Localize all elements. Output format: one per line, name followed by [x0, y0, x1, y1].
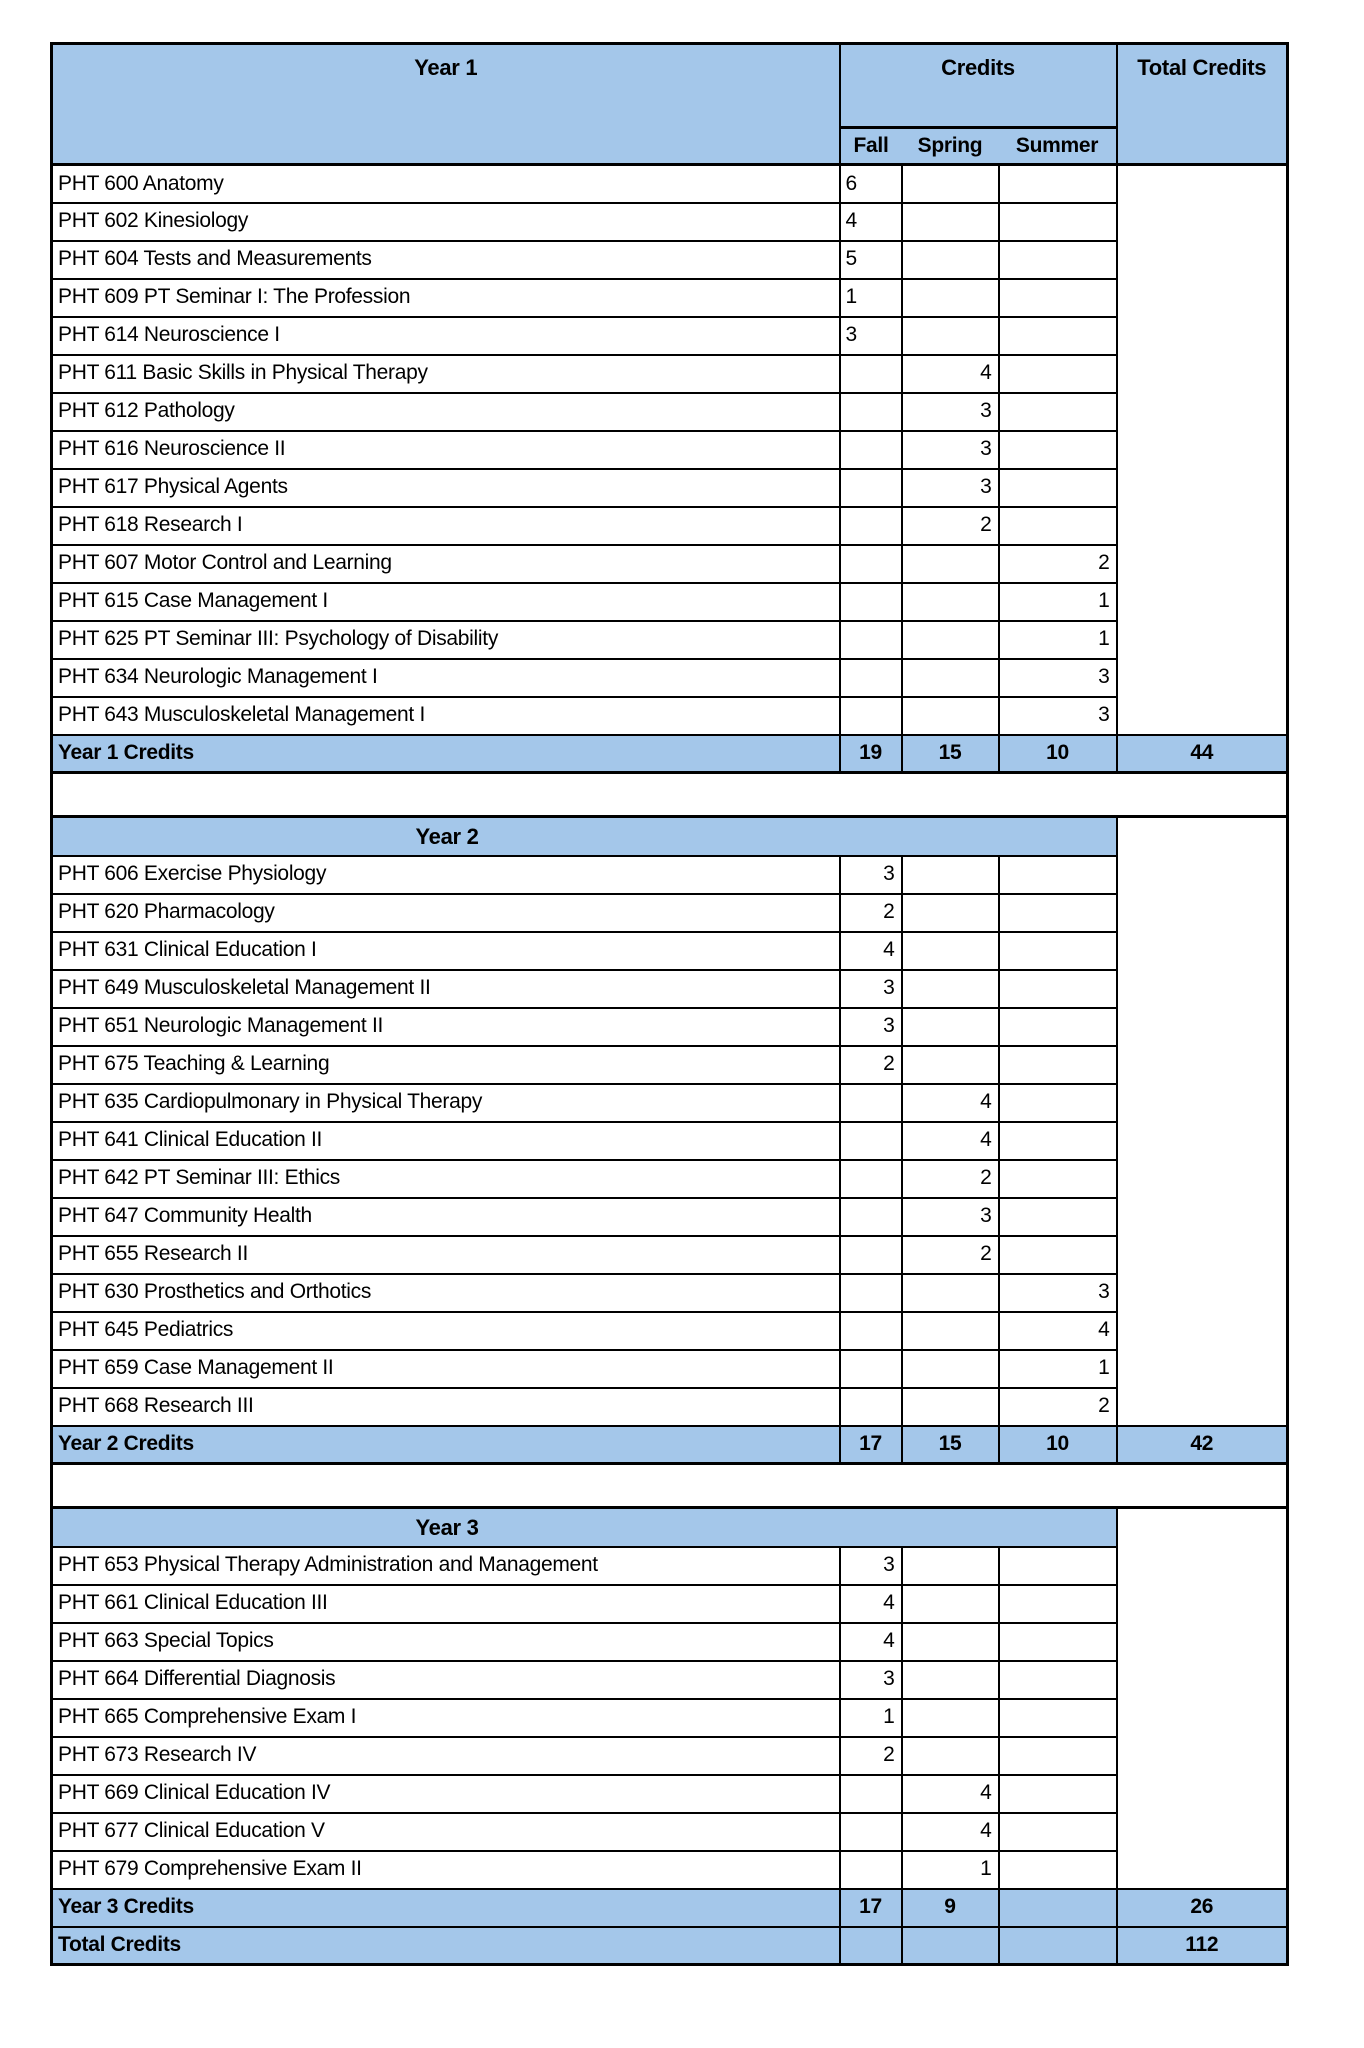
spring-credit-cell [902, 659, 999, 697]
summer-credit-cell [999, 1084, 1117, 1122]
year-header-label: Year 3 [415, 1514, 479, 1540]
year-credits-row [52, 735, 1288, 773]
fall-credit-cell [840, 1084, 902, 1122]
course-row [52, 621, 1288, 659]
course-name-cell: PHT 641 Clinical Education II [52, 1122, 840, 1160]
spring-credit-cell: 4 [902, 355, 999, 393]
summer-credit-cell [999, 165, 1117, 203]
course-name-cell: PHT 635 Cardiopulmonary in Physical Therapy [52, 1084, 840, 1122]
summer-credit-cell [999, 894, 1117, 932]
spring-credit-cell [902, 1350, 999, 1388]
spring-credit-cell [902, 856, 999, 894]
fall-credit-cell [840, 1350, 902, 1388]
course-row [52, 697, 1288, 735]
fall-credit-cell [840, 355, 902, 393]
fall-header-cell: Fall [840, 128, 902, 165]
course-name-cell: PHT 620 Pharmacology [52, 894, 840, 932]
fall-total-cell: 19 [840, 735, 902, 773]
spring-credit-cell [902, 279, 999, 317]
course-row [52, 856, 1288, 894]
fall-credit-cell: 6 [840, 165, 902, 203]
curriculum-table [50, 42, 1289, 1966]
year-total-credits-cell: 26 [1117, 1889, 1288, 1927]
course-name-cell: PHT 668 Research III [52, 1388, 840, 1426]
fall-credit-cell [840, 507, 902, 545]
course-row [52, 1388, 1288, 1426]
fall-credit-cell [840, 621, 902, 659]
course-name-cell: PHT 612 Pathology [52, 393, 840, 431]
year-credits-label: Year 2 Credits [52, 1426, 840, 1464]
course-name-cell: PHT 659 Case Management II [52, 1350, 840, 1388]
fall-credit-cell: 1 [840, 1699, 902, 1737]
course-name-cell: PHT 631 Clinical Education I [52, 932, 840, 970]
summer-credit-cell: 4 [999, 1312, 1117, 1350]
summer-credit-cell [999, 970, 1117, 1008]
fall-credit-cell: 4 [840, 1623, 902, 1661]
course-name-cell: PHT 634 Neurologic Management I [52, 659, 840, 697]
summer-grand-cell [999, 1927, 1117, 1965]
fall-credit-cell [840, 1198, 902, 1236]
course-name-cell: PHT 614 Neuroscience I [52, 317, 840, 355]
fall-credit-cell: 3 [840, 317, 902, 355]
summer-credit-cell: 1 [999, 1350, 1117, 1388]
spring-credit-cell: 3 [902, 1198, 999, 1236]
summer-credit-cell [999, 469, 1117, 507]
summer-credit-cell [999, 431, 1117, 469]
grand-total-label: Total Credits [52, 1927, 840, 1965]
course-name-cell: PHT 642 PT Seminar III: Ethics [52, 1160, 840, 1198]
spring-credit-cell [902, 1737, 999, 1775]
summer-credit-cell [999, 1236, 1117, 1274]
year-credits-label: Year 3 Credits [52, 1889, 840, 1927]
spring-credit-cell: 2 [902, 1160, 999, 1198]
fall-credit-cell [840, 1851, 902, 1889]
course-name-cell: PHT 645 Pediatrics [52, 1312, 840, 1350]
spring-header-cell: Spring [902, 128, 999, 165]
course-name-cell: PHT 615 Case Management I [52, 583, 840, 621]
summer-credit-cell: 3 [999, 659, 1117, 697]
spring-credit-cell [902, 621, 999, 659]
course-row [52, 355, 1288, 393]
summer-credit-cell [999, 1122, 1117, 1160]
summer-header-cell: Summer [999, 128, 1117, 165]
curriculum-table-body [52, 44, 1288, 1965]
fall-credit-cell [840, 1236, 902, 1274]
fall-credit-cell [840, 659, 902, 697]
fall-total-cell: 17 [840, 1426, 902, 1464]
year-credits-label: Year 1 Credits [52, 735, 840, 773]
fall-credit-cell: 1 [840, 279, 902, 317]
summer-credit-cell [999, 1623, 1117, 1661]
course-row [52, 469, 1288, 507]
summer-credit-cell: 3 [999, 697, 1117, 735]
fall-grand-cell [840, 1927, 902, 1965]
year-header-row [52, 817, 1288, 856]
year-header-row [52, 1508, 1288, 1547]
fall-credit-cell [840, 431, 902, 469]
course-name-cell: PHT 647 Community Health [52, 1198, 840, 1236]
course-row [52, 1661, 1288, 1699]
fall-credit-cell [840, 393, 902, 431]
fall-credit-cell [840, 469, 902, 507]
summer-credit-cell [999, 1046, 1117, 1084]
fall-credit-cell: 5 [840, 241, 902, 279]
summer-credit-cell [999, 1813, 1117, 1851]
spring-credit-cell [902, 1547, 999, 1585]
grand-total-credits-cell: 112 [1117, 1927, 1288, 1965]
summer-credit-cell [999, 1851, 1117, 1889]
course-row [52, 970, 1288, 1008]
course-name-cell: PHT 606 Exercise Physiology [52, 856, 840, 894]
year-total-credits-cell: 44 [1117, 735, 1288, 773]
spring-credit-cell [902, 1623, 999, 1661]
total-credits-merged-cell [1117, 165, 1288, 735]
spring-credit-cell [902, 1699, 999, 1737]
year-header-cell [52, 1508, 1117, 1547]
spring-credit-cell: 1 [902, 1851, 999, 1889]
course-row [52, 1547, 1288, 1585]
grand-total-row [52, 1927, 1288, 1965]
year-header-label: Year 2 [415, 823, 479, 849]
total-credits-header-cell: Total Credits [1117, 44, 1288, 165]
fall-credit-cell [840, 583, 902, 621]
spring-credit-cell [902, 1312, 999, 1350]
fall-total-cell: 17 [840, 1889, 902, 1927]
course-name-cell: PHT 611 Basic Skills in Physical Therapy [52, 355, 840, 393]
course-row [52, 317, 1288, 355]
fall-credit-cell: 2 [840, 1737, 902, 1775]
fall-credit-cell [840, 1312, 902, 1350]
spring-credit-cell: 3 [902, 393, 999, 431]
summer-credit-cell [999, 1585, 1117, 1623]
course-row [52, 1699, 1288, 1737]
fall-credit-cell [840, 1813, 902, 1851]
summer-credit-cell: 2 [999, 545, 1117, 583]
course-row [52, 1851, 1288, 1889]
course-name-cell: PHT 677 Clinical Education V [52, 1813, 840, 1851]
spring-credit-cell: 2 [902, 507, 999, 545]
spring-credit-cell: 4 [902, 1122, 999, 1160]
course-row [52, 241, 1288, 279]
course-row [52, 1122, 1288, 1160]
spring-credit-cell [902, 545, 999, 583]
spring-credit-cell: 4 [902, 1775, 999, 1813]
course-row [52, 1350, 1288, 1388]
course-name-cell: PHT 609 PT Seminar I: The Profession [52, 279, 840, 317]
fall-credit-cell [840, 1274, 902, 1312]
course-name-cell: PHT 604 Tests and Measurements [52, 241, 840, 279]
spring-total-cell: 15 [902, 735, 999, 773]
course-row [52, 932, 1288, 970]
fall-credit-cell: 4 [840, 932, 902, 970]
year-total-credits-cell: 42 [1117, 1426, 1288, 1464]
fall-credit-cell [840, 545, 902, 583]
year1-header-cell: Year 1 [52, 44, 840, 165]
course-name-cell: PHT 655 Research II [52, 1236, 840, 1274]
course-row [52, 1775, 1288, 1813]
course-row [52, 1312, 1288, 1350]
fall-credit-cell: 3 [840, 1661, 902, 1699]
course-name-cell: PHT 661 Clinical Education III [52, 1585, 840, 1623]
course-row [52, 545, 1288, 583]
fall-credit-cell: 2 [840, 1046, 902, 1084]
course-row [52, 1585, 1288, 1623]
summer-credit-cell [999, 1547, 1117, 1585]
course-name-cell: PHT 651 Neurologic Management II [52, 1008, 840, 1046]
course-name-cell: PHT 602 Kinesiology [52, 203, 840, 241]
course-name-cell: PHT 673 Research IV [52, 1737, 840, 1775]
spring-credit-cell [902, 203, 999, 241]
summer-credit-cell: 1 [999, 621, 1117, 659]
credits-header-cell: Credits [840, 44, 1117, 128]
course-row [52, 431, 1288, 469]
spring-credit-cell [902, 1388, 999, 1426]
spring-credit-cell [902, 932, 999, 970]
spring-credit-cell [902, 970, 999, 1008]
fall-credit-cell: 3 [840, 970, 902, 1008]
spring-credit-cell [902, 1008, 999, 1046]
summer-credit-cell [999, 1160, 1117, 1198]
course-row [52, 1737, 1288, 1775]
spring-credit-cell [902, 1585, 999, 1623]
course-name-cell: PHT 663 Special Topics [52, 1623, 840, 1661]
course-row [52, 1160, 1288, 1198]
summer-credit-cell [999, 507, 1117, 545]
summer-credit-cell [999, 355, 1117, 393]
course-row [52, 393, 1288, 431]
spring-credit-cell [902, 317, 999, 355]
course-name-cell: PHT 643 Musculoskeletal Management I [52, 697, 840, 735]
fall-credit-cell: 4 [840, 1585, 902, 1623]
spacer-cell [52, 1464, 1288, 1508]
course-name-cell: PHT 664 Differential Diagnosis [52, 1661, 840, 1699]
course-name-cell: PHT 617 Physical Agents [52, 469, 840, 507]
course-row [52, 659, 1288, 697]
summer-credit-cell: 3 [999, 1274, 1117, 1312]
course-name-cell: PHT 618 Research I [52, 507, 840, 545]
spring-credit-cell: 4 [902, 1813, 999, 1851]
course-name-cell: PHT 649 Musculoskeletal Management II [52, 970, 840, 1008]
course-row [52, 1813, 1288, 1851]
spring-credit-cell [902, 583, 999, 621]
course-row [52, 583, 1288, 621]
summer-credit-cell [999, 393, 1117, 431]
course-row [52, 1198, 1288, 1236]
fall-credit-cell: 4 [840, 203, 902, 241]
spring-credit-cell: 2 [902, 1236, 999, 1274]
summer-total-cell: 10 [999, 1426, 1117, 1464]
spring-credit-cell [902, 894, 999, 932]
fall-credit-cell [840, 1775, 902, 1813]
course-row [52, 203, 1288, 241]
course-name-cell: PHT 600 Anatomy [52, 165, 840, 203]
course-row [52, 279, 1288, 317]
spring-credit-cell: 3 [902, 469, 999, 507]
summer-total-cell: 10 [999, 735, 1117, 773]
spacer-row [52, 1464, 1288, 1508]
summer-credit-cell: 2 [999, 1388, 1117, 1426]
course-name-cell: PHT 630 Prosthetics and Orthotics [52, 1274, 840, 1312]
summer-credit-cell [999, 1775, 1117, 1813]
course-row [52, 1008, 1288, 1046]
summer-credit-cell [999, 317, 1117, 355]
spring-grand-cell [902, 1927, 999, 1965]
course-name-cell: PHT 653 Physical Therapy Administration and Management [52, 1547, 840, 1585]
spacer-cell [52, 773, 1288, 817]
summer-credit-cell [999, 1661, 1117, 1699]
course-row [52, 1274, 1288, 1312]
fall-credit-cell: 3 [840, 1008, 902, 1046]
header-row-1 [52, 44, 1288, 128]
summer-credit-cell [999, 856, 1117, 894]
summer-credit-cell [999, 279, 1117, 317]
spring-credit-cell [902, 1046, 999, 1084]
spring-credit-cell [902, 697, 999, 735]
fall-credit-cell [840, 1122, 902, 1160]
total-credits-merged-cell [1117, 817, 1288, 1426]
fall-credit-cell: 2 [840, 894, 902, 932]
spring-credit-cell [902, 241, 999, 279]
spring-total-cell: 9 [902, 1889, 999, 1927]
spring-total-cell: 15 [902, 1426, 999, 1464]
summer-credit-cell [999, 1198, 1117, 1236]
course-row [52, 1084, 1288, 1122]
course-name-cell: PHT 669 Clinical Education IV [52, 1775, 840, 1813]
spring-credit-cell: 4 [902, 1084, 999, 1122]
course-row [52, 165, 1288, 203]
fall-credit-cell [840, 1388, 902, 1426]
total-credits-merged-cell [1117, 1508, 1288, 1889]
fall-credit-cell: 3 [840, 856, 902, 894]
spring-credit-cell: 3 [902, 431, 999, 469]
summer-total-cell [999, 1889, 1117, 1927]
summer-credit-cell [999, 1008, 1117, 1046]
course-name-cell: PHT 665 Comprehensive Exam I [52, 1699, 840, 1737]
course-name-cell: PHT 607 Motor Control and Learning [52, 545, 840, 583]
course-row [52, 507, 1288, 545]
summer-credit-cell [999, 203, 1117, 241]
summer-credit-cell: 1 [999, 583, 1117, 621]
year-header-cell [52, 817, 1117, 856]
spring-credit-cell [902, 1661, 999, 1699]
year-credits-row [52, 1426, 1288, 1464]
spring-credit-cell [902, 165, 999, 203]
summer-credit-cell [999, 932, 1117, 970]
course-row [52, 894, 1288, 932]
course-name-cell: PHT 679 Comprehensive Exam II [52, 1851, 840, 1889]
spacer-row [52, 773, 1288, 817]
spring-credit-cell [902, 1274, 999, 1312]
course-row [52, 1046, 1288, 1084]
summer-credit-cell [999, 241, 1117, 279]
course-row [52, 1623, 1288, 1661]
year-credits-row [52, 1889, 1288, 1927]
summer-credit-cell [999, 1699, 1117, 1737]
fall-credit-cell [840, 1160, 902, 1198]
curriculum-grid [50, 42, 1289, 1966]
fall-credit-cell [840, 697, 902, 735]
course-name-cell: PHT 625 PT Seminar III: Psychology of Disability [52, 621, 840, 659]
course-name-cell: PHT 616 Neuroscience II [52, 431, 840, 469]
summer-credit-cell [999, 1737, 1117, 1775]
course-name-cell: PHT 675 Teaching & Learning [52, 1046, 840, 1084]
course-row [52, 1236, 1288, 1274]
fall-credit-cell: 3 [840, 1547, 902, 1585]
